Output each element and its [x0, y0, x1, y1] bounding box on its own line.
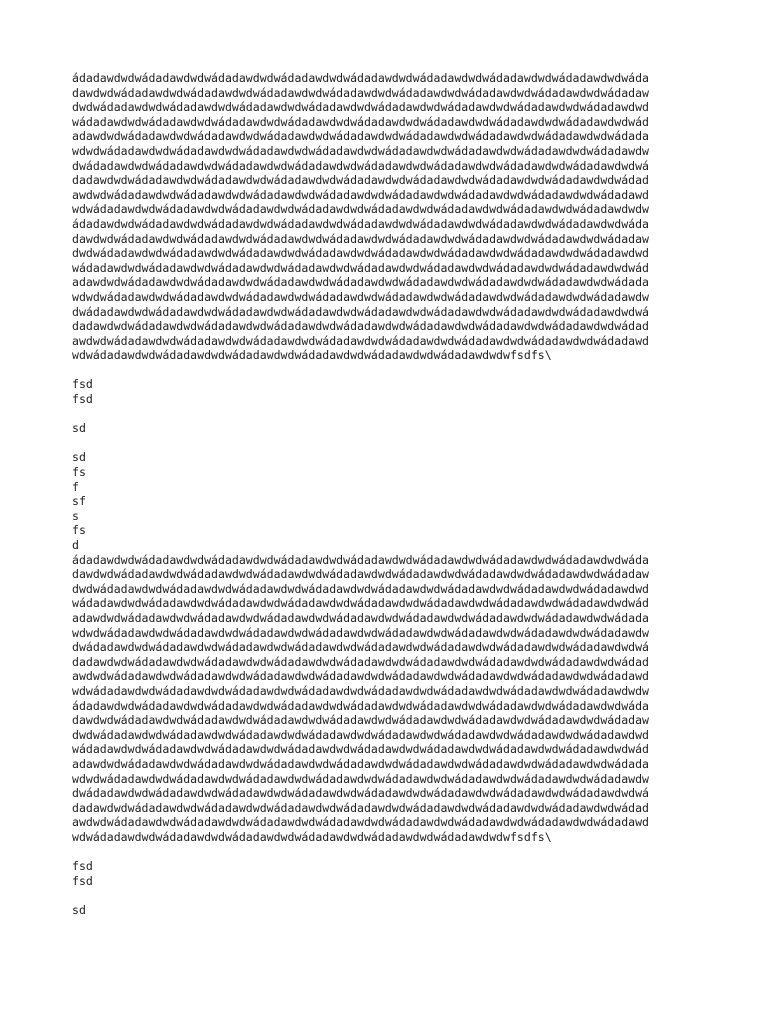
document-body [72, 71, 702, 917]
text-line: dadawdwdwádadawdwdwádadawdwdwádadawdwdwádadawdwdwádadawdwdwádadawdwdwádadawdwdwádad [72, 800, 650, 815]
text-line: adawdwdwádadawdwdwádadawdwdwádadawdwdwádadawdwdwádadawdwdwádadawdwdwádadawdwdwádada [72, 756, 650, 771]
text-line: awdwdwádadawdwdwádadawdwdwádadawdwdwádadawdwdwádadawdwdwádadawdwdwádadawdwdwádadawd [72, 187, 650, 202]
text-line: fsd [72, 873, 93, 888]
text-line: ádadawdwdwádadawdwdwádadawdwdwádadawdwdwádadawdwdwádadawdwdwádadawdwdwádadawdwdwáda [72, 216, 650, 231]
text-line: adawdwdwádadawdwdwádadawdwdwádadawdwdwádadawdwdwádadawdwdwádadawdwdwádadawdwdwádada [72, 610, 650, 625]
text-line: ádadawdwdwádadawdwdwádadawdwdwádadawdwdwádadawdwdwádadawdwdwádadawdwdwádadawdwdwáda [72, 698, 650, 713]
text-line: dwdwádadawdwdwádadawdwdwádadawdwdwádadawdwdwádadawdwdwádadawdwdwádadawdwdwádadawdwd [72, 246, 650, 261]
text-line: dawdwdwádadawdwdwádadawdwdwádadawdwdwádadawdwdwádadawdwdwádadawdwdwádadawdwdwádadaw [72, 231, 650, 246]
text-line: wdwdwádadawdwdwádadawdwdwádadawdwdwádadawdwdwádadawdwdwádadawdwdwádadawdwdwádadawdw [72, 625, 650, 640]
text-line: awdwdwádadawdwdwádadawdwdwádadawdwdwádadawdwdwádadawdwdwádadawdwdwádadawdwdwádadawd [72, 333, 650, 348]
text-line: wdwdwádadawdwdwádadawdwdwádadawdwdwádadawdwdwádadawdwdwádadawdwdwádadawdwdwádadawdw [72, 289, 650, 304]
text-line: wádadawdwdwádadawdwdwádadawdwdwádadawdwdwádadawdwdwádadawdwdwádadawdwdwádadawdwdwád [72, 260, 650, 275]
text-line: dwdwádadawdwdwádadawdwdwádadawdwdwádadawdwdwádadawdwdwádadawdwdwádadawdwdwádadawdwd [72, 100, 650, 115]
text-line: sf [72, 494, 86, 509]
text-line: wdwdwádadawdwdwádadawdwdwádadawdwdwádadawdwdwádadawdwdwádadawdwdwádadawdwdwádadawdw [72, 771, 650, 786]
text-line: dwádadawdwdwádadawdwdwádadawdwdwádadawdwdwádadawdwdwádadawdwdwádadawdwdwádadawdwdwá [72, 304, 650, 319]
text-line [72, 888, 702, 903]
text-line: wádadawdwdwádadawdwdwádadawdwdwádadawdwdwádadawdwdwádadawdwdwádadawdwdwádadawdwdwád [72, 114, 650, 129]
text-line: dadawdwdwádadawdwdwádadawdwdwádadawdwdwádadawdwdwádadawdwdwádadawdwdwádadawdwdwádad [72, 654, 650, 669]
text-line: fsd [72, 392, 93, 407]
text-line [72, 436, 702, 451]
text-line: fsd [72, 859, 93, 874]
text-line: wdwádadawdwdwádadawdwdwádadawdwdwádadawdwdwádadawdwdwádadawdwdwádadawdwdwádadawdwdw [72, 683, 650, 698]
text-line: wádadawdwdwádadawdwdwádadawdwdwádadawdwdwádadawdwdwádadawdwdwádadawdwdwádadawdwdwád [72, 742, 650, 757]
text-line: fs [72, 465, 86, 480]
text-line: ádadawdwdwádadawdwdwádadawdwdwádadawdwdwádadawdwdwádadawdwdwádadawdwdwádadawdwdwáda [72, 552, 650, 567]
text-line: awdwdwádadawdwdwádadawdwdwádadawdwdwádadawdwdwádadawdwdwádadawdwdwádadawdwdwádadawd [72, 815, 650, 830]
text-line: dwádadawdwdwádadawdwdwádadawdwdwádadawdwdwádadawdwdwádadawdwdwádadawdwdwádadawdwdwá [72, 786, 650, 801]
text-line: dwádadawdwdwádadawdwdwádadawdwdwádadawdwdwádadawdwdwádadawdwdwádadawdwdwádadawdwdwá [72, 640, 650, 655]
text-line: sd [72, 902, 86, 917]
text-line [72, 363, 702, 378]
text-line: dawdwdwádadawdwdwádadawdwdwádadawdwdwádadawdwdwádadawdwdwádadawdwdwádadawdwdwádadaw [72, 713, 650, 728]
text-line: dadawdwdwádadawdwdwádadawdwdwádadawdwdwádadawdwdwádadawdwdwádadawdwdwádadawdwdwádad [72, 319, 650, 334]
text-line: ádadawdwdwádadawdwdwádadawdwdwádadawdwdwádadawdwdwádadawdwdwádadawdwdwádadawdwdwáda [72, 71, 650, 85]
text-line: dwdwádadawdwdwádadawdwdwádadawdwdwádadawdwdwádadawdwdwádadawdwdwádadawdwdwádadawdwd [72, 727, 650, 742]
text-line: wdwádadawdwdwádadawdwdwádadawdwdwádadawdwdwádadawdwdwádadawdwdwfsdfs\ [72, 829, 552, 844]
text-line: dawdwdwádadawdwdwádadawdwdwádadawdwdwádadawdwdwádadawdwdwádadawdwdwádadawdwdwádadaw [72, 567, 650, 582]
text-line: adawdwdwádadawdwdwádadawdwdwádadawdwdwádadawdwdwádadawdwdwádadawdwdwádadawdwdwádada [72, 129, 650, 144]
text-line: wdwdwádadawdwdwádadawdwdwádadawdwdwádadawdwdwádadawdwdwádadawdwdwádadawdwdwádadawdw [72, 143, 650, 158]
text-line [72, 844, 702, 859]
text-line: wdwádadawdwdwádadawdwdwádadawdwdwádadawdwdwádadawdwdwádadawdwdwádadawdwdwádadawdwdw [72, 202, 650, 217]
text-line: wdwádadawdwdwádadawdwdwádadawdwdwádadawdwdwádadawdwdwádadawdwdwfsdfs\ [72, 348, 552, 363]
text-line: d [72, 538, 79, 552]
text-line: adawdwdwádadawdwdwádadawdwdwádadawdwdwádadawdwdwádadawdwdwádadawdwdwádadawdwdwádada [72, 275, 650, 290]
text-line: dadawdwdwádadawdwdwádadawdwdwádadawdwdwádadawdwdwádadawdwdwádadawdwdwádadawdwdwádad [72, 173, 650, 188]
text-line: s [72, 508, 79, 523]
text-line: sd [72, 450, 86, 465]
text-line: sd [72, 421, 86, 436]
text-line: awdwdwádadawdwdwádadawdwdwádadawdwdwádadawdwdwádadawdwdwádadawdwdwádadawdwdwádadawd [72, 669, 650, 684]
text-line: dwdwádadawdwdwádadawdwdwádadawdwdwádadawdwdwádadawdwdwádadawdwdwádadawdwdwádadawdwd [72, 581, 650, 596]
text-line: f [72, 479, 79, 494]
text-line: fs [72, 523, 86, 538]
text-line: wádadawdwdwádadawdwdwádadawdwdwádadawdwdwádadawdwdwádadawdwdwádadawdwdwádadawdwdwád [72, 596, 650, 611]
text-line [72, 407, 702, 422]
text-line: dawdwdwádadawdwdwádadawdwdwádadawdwdwádadawdwdwádadawdwdwádadawdwdwádadawdwdwádadaw [72, 85, 650, 100]
text-line: dwádadawdwdwádadawdwdwádadawdwdwádadawdwdwádadawdwdwádadawdwdwádadawdwdwádadawdwdwá [72, 158, 650, 173]
text-line: fsd [72, 377, 93, 392]
